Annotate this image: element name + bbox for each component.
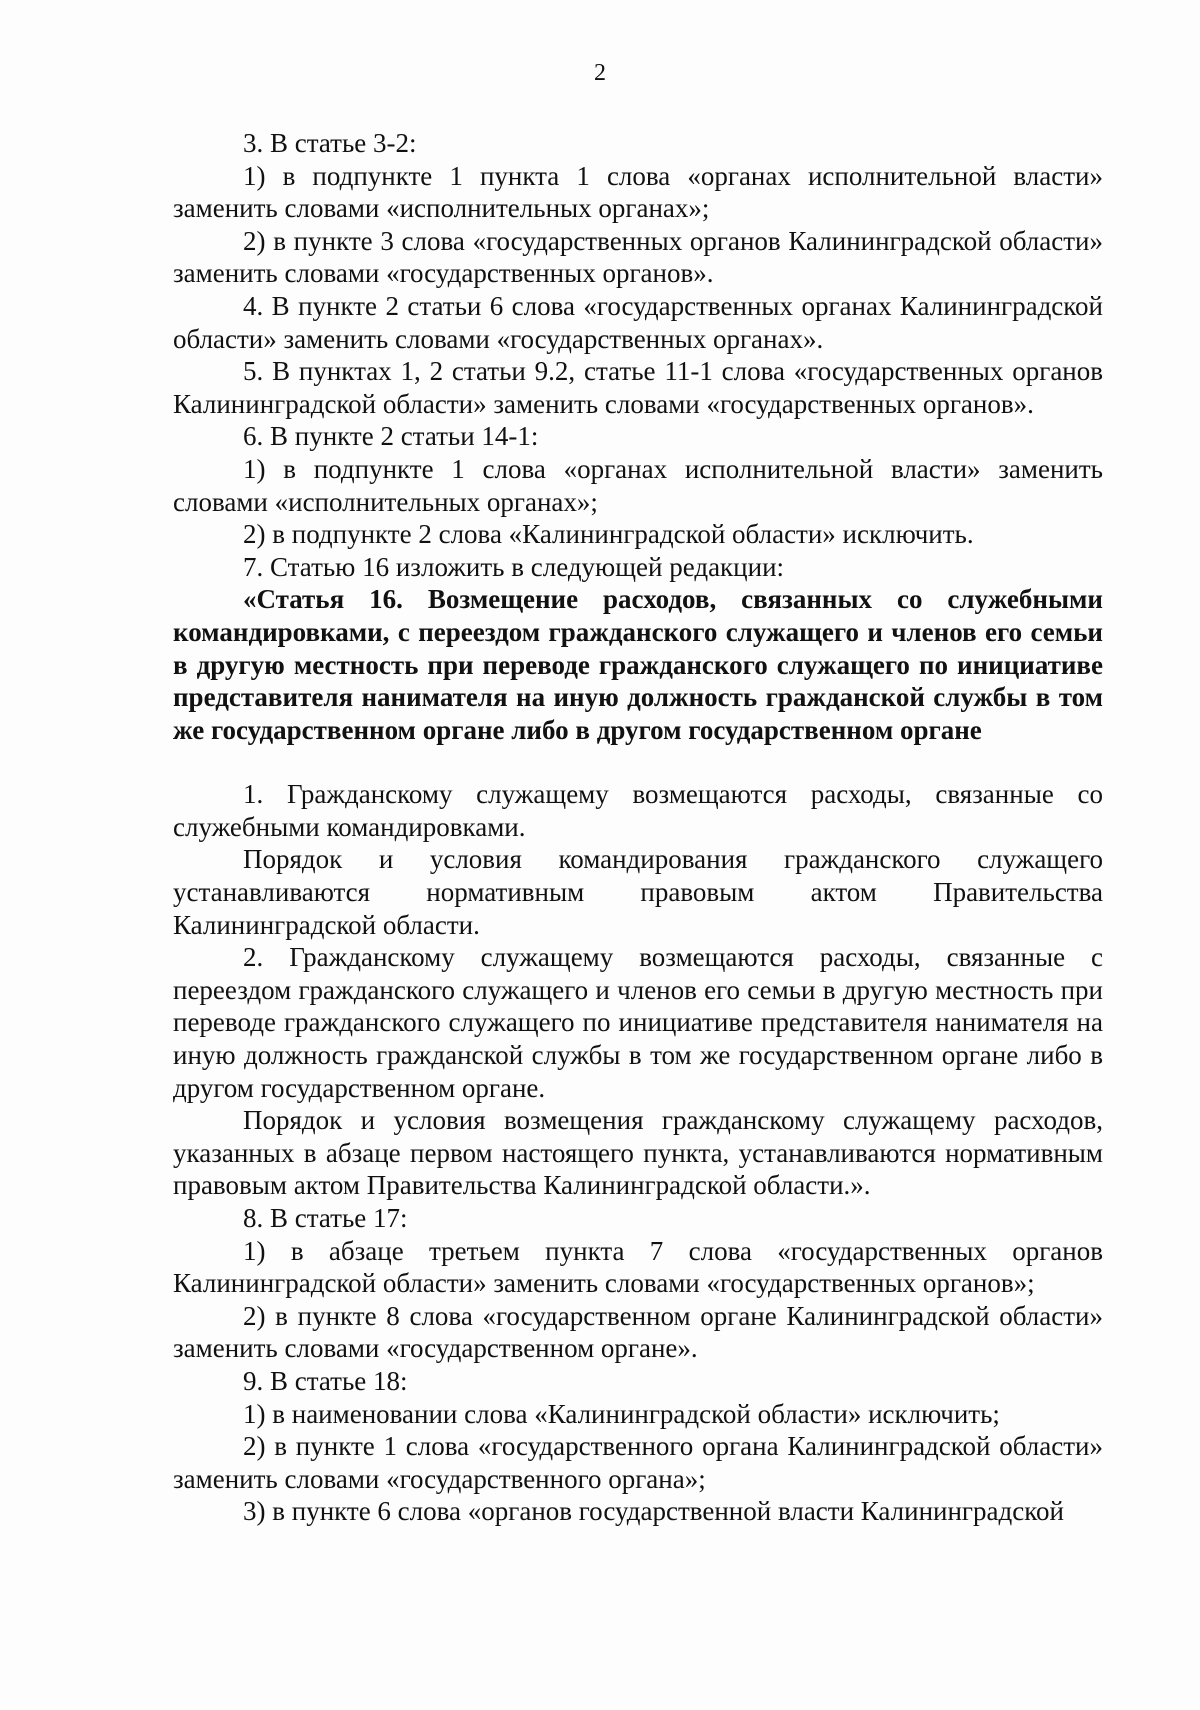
paragraph: 1. Гражданскому служащему возмещаются расходы, связанные со служебными командировками.: [173, 779, 1103, 842]
paragraph: 2) в пункте 3 слова «государственных органов Калининградской области» заменить словами «государственных органов».: [173, 225, 1103, 289]
paragraph: Порядок и условия возмещения гражданскому служащему расходов, указанных в абзаце первом настоящего пункта, устанавливаются нормативным правовым актом Правительства Калининградской области.».: [173, 1105, 1103, 1201]
paragraph: Порядок и условия командирования гражданского служащего устанавливаются нормативным правовым актом Правительства Калининградской области.: [173, 844, 1103, 940]
paragraph: 8. В статье 17:: [243, 1203, 408, 1233]
page-number: 2: [594, 60, 606, 86]
paragraph: 1) в наименовании слова «Калининградской области» исключить;: [243, 1398, 1000, 1429]
paragraph: 2) в пункте 1 слова «государственного органа Калининградской области» заменить словами «государственного органа»;: [173, 1431, 1103, 1494]
paragraph: 1) в подпункте 1 пункта 1 слова «органах исполнительной власти» заменить словами «исполнительных органах»;: [173, 160, 1103, 224]
document-body: [173, 127, 1103, 1528]
paragraph: 4. В пункте 2 статьи 6 слова «государственных органах Калининградской области» заменить словами «государственных органах».: [173, 290, 1103, 354]
paragraph: 1) в подпункте 1 слова «органах исполнительной власти» заменить словами «исполнительных органах»;: [173, 453, 1103, 517]
paragraph: 3. В статье 3-2:: [243, 128, 417, 158]
paragraph: 2. Гражданскому служащему возмещаются расходы, связанные с переездом гражданского служащего и членов его семьи в другую местность при переводе гражданского служащего по инициативе представителя нанимателя на иную должность гражданской службы в том же государственном органе либо в другом государственном органе.: [173, 942, 1103, 1103]
article-heading: «Статья 16. Возмещение расходов, связанных со служебными командировками, с переездом гражданского служащего и членов его семьи в другую местность при переводе гражданского служащего по инициативе представителя нанимателя на иную должность гражданской службы в том же государственном органе либо в другом государственном органе: [173, 584, 1103, 745]
paragraph: 2) в пункте 8 слова «государственном органе Калининградской области» заменить словами «государственном органе».: [173, 1300, 1103, 1364]
paragraph: 7. Статью 16 изложить в следующей редакции:: [243, 551, 785, 582]
paragraph: 2) в подпункте 2 слова «Калининградской области» исключить.: [243, 519, 974, 550]
paragraph: 9. В статье 18:: [243, 1365, 408, 1396]
paragraph: 1) в абзаце третьем пункта 7 слова «государственных органов Калининградской области» заменить словами «государственных органов»;: [173, 1235, 1103, 1299]
paragraph: 6. В пункте 2 статьи 14-1:: [243, 421, 539, 452]
paragraph: 3) в пункте 6 слова «органов государственной власти Калининградской: [243, 1496, 1064, 1527]
paragraph: 5. В пунктах 1, 2 статьи 9.2, статье 11-1 слова «государственных органов Калининградской области» заменить словами «государственных органов».: [173, 356, 1103, 419]
